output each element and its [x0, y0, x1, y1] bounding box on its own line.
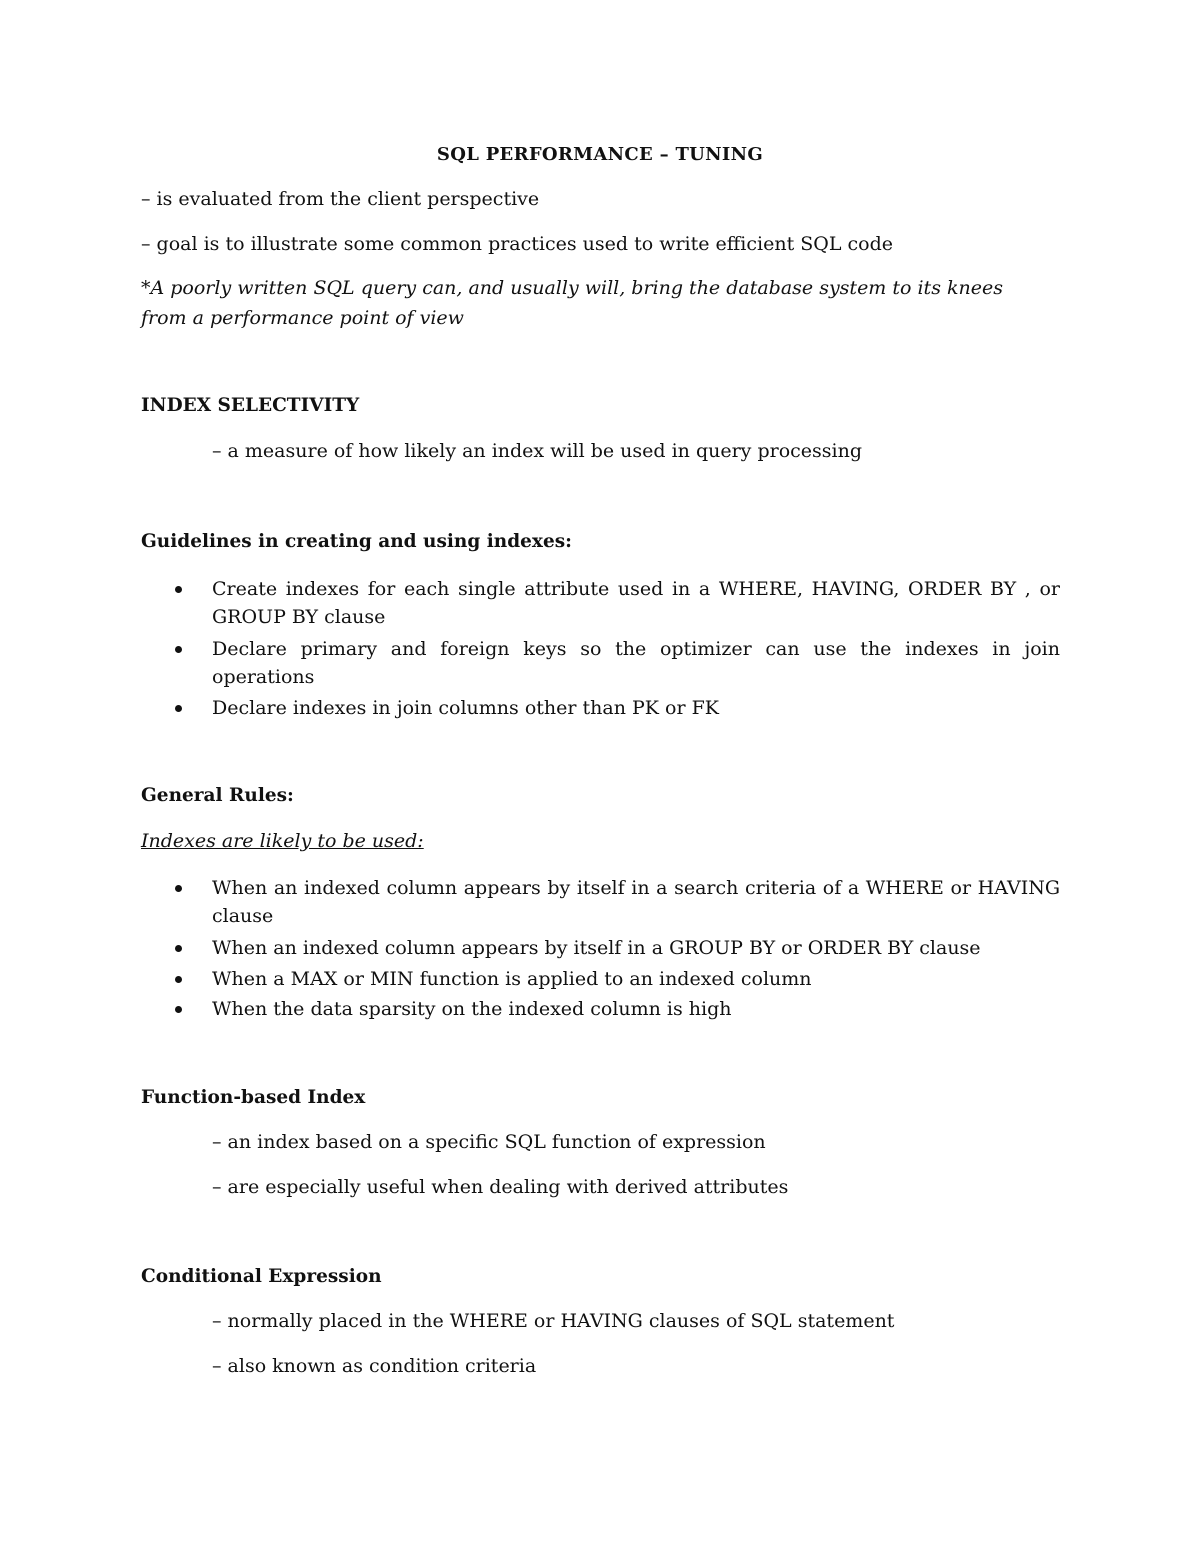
guideline-item: Declare indexes in join columns other than PK or FK [212, 697, 719, 719]
page-title: SQL PERFORMANCE – TUNING [436, 144, 764, 165]
conditional-expression-line-1: – normally placed in the WHERE or HAVING clauses of SQL statement [212, 1310, 895, 1332]
function-based-index-line-2: – are especially useful when dealing with derived attributes [212, 1176, 789, 1198]
index-selectivity-heading: INDEX SELECTIVITY [141, 395, 360, 416]
intro-note-line-2: from a performance point of view [141, 307, 464, 329]
intro-line-1: – is evaluated from the client perspective [141, 188, 540, 210]
index-selectivity-definition: – a measure of how likely an index will be used in query processing [212, 440, 862, 462]
rule-item: When a MAX or MIN function is applied to an indexed column [212, 968, 812, 990]
function-based-index-heading: Function-based Index [141, 1087, 366, 1108]
bullet-icon [175, 885, 182, 892]
rule-item: When an indexed column appears by itself in a GROUP BY or ORDER BY clause [212, 937, 981, 959]
rule-item: When an indexed column appears by itself in a search criteria of a WHERE or HAVING clause [212, 877, 1060, 927]
function-based-index-line-1: – an index based on a specific SQL function of expression [212, 1131, 766, 1153]
general-rules-subheading: Indexes are likely to be used: [141, 830, 424, 852]
bullet-icon [175, 646, 182, 653]
bullet-icon [175, 1006, 182, 1013]
intro-line-2: – goal is to illustrate some common practices used to write efficient SQL code [141, 233, 893, 255]
bullet-icon [175, 705, 182, 712]
bullet-icon [175, 586, 182, 593]
conditional-expression-line-2: – also known as condition criteria [212, 1355, 537, 1377]
conditional-expression-heading: Conditional Expression [141, 1266, 382, 1287]
guideline-item: Declare primary and foreign keys so the optimizer can use the indexes in join operations [212, 638, 1060, 688]
rule-item: When the data sparsity on the indexed column is high [212, 998, 732, 1020]
bullet-icon [175, 976, 182, 983]
guidelines-heading: Guidelines in creating and using indexes: [141, 531, 572, 552]
intro-note-line-1: *A poorly written SQL query can, and usually will, bring the database system to its knees [141, 277, 1003, 299]
bullet-icon [175, 945, 182, 952]
general-rules-heading: General Rules: [141, 785, 294, 806]
guideline-item: Create indexes for each single attribute used in a WHERE, HAVING, ORDER BY , or GROUP BY clause [212, 578, 1060, 628]
